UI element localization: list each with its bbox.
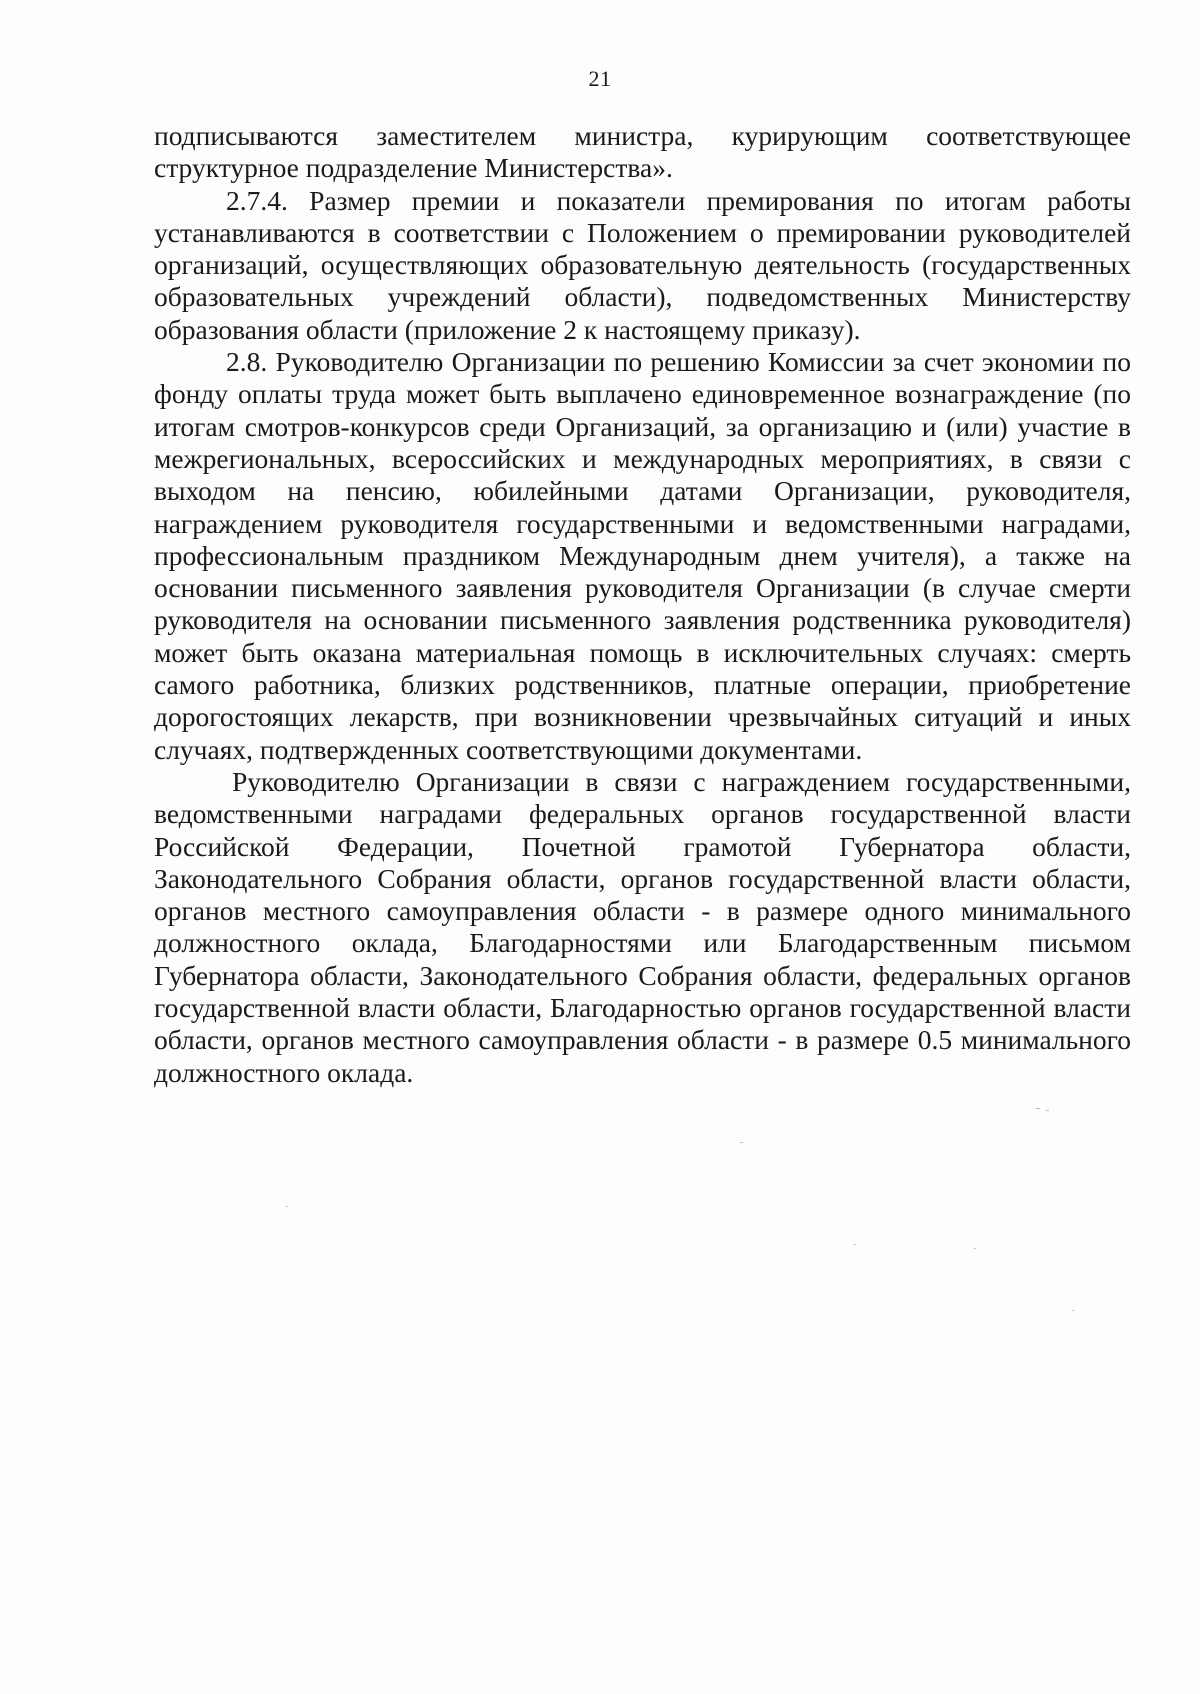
page-number: 21: [588, 66, 612, 91]
scan-speck: [740, 1142, 743, 1143]
scan-speck: [974, 1248, 976, 1249]
scan-speck: [854, 1244, 856, 1245]
paragraph-continuation: подписываются заместителем министра, курирующим соответствующее структурное подразделение Министерства».: [154, 120, 1131, 184]
document-body: [154, 120, 1131, 1089]
scan-speck: [1046, 1110, 1049, 1111]
paragraph-awards: Руководителю Организации в связи с награждением государственными, ведомственными наградами федеральных органов государственной власти Российской Федерации, Почетной грамотой Губернатора области, Законодательного Собрания области, органов государственной власти области, органов местного самоуправления области - в размере одного минимального должностного оклада, Благодарностями или Благодарственным письмом Губернатора области, Законодательного Собрания области, федеральных органов государственной власти области, Благодарностью органов государственной власти области, органов местного самоуправления области - в размере 0.5 минимального должностного оклада.: [154, 765, 1131, 1088]
scan-speck: [1072, 1310, 1074, 1311]
scan-speck: [286, 1206, 288, 1207]
paragraph-2-7-4: 2.7.4. Размер премии и показатели премирования по итогам работы устанавливаются в соответствии с Положением о премировании руководителей организаций, осуществляющих образовательную деятельность (государственных образовательных учреждений области), подведомственных Министерству образования области (приложение 2 к настоящему приказу).: [154, 184, 1131, 345]
scan-speck: [1036, 1108, 1040, 1109]
paragraph-2-8: 2.8. Руководителю Организации по решению Комиссии за счет экономии по фонду оплаты труда может быть выплачено единовременное вознаграждение (по итогам смотров-конкурсов среди Организаций, за организацию и (или) участие в межрегиональных, всероссийских и международных мероприятиях, в связи с выходом на пенсию, юбилейными датами Организации, руководителя, награждением руководителя государственными и ведомственными наградами, профессиональным праздником Международным днем учителя), а также на основании письменного заявления руководителя Организации (в случае смерти руководителя на основании письменного заявления родственника руководителя) может быть оказана материальная помощь в исключительных случаях: смерть самого работника, близких родственников, платные операции, приобретение дорогостоящих лекарств, при возникновении чрезвычайных ситуаций и иных случаях, подтвержденных соответствующими документами.: [154, 346, 1131, 765]
